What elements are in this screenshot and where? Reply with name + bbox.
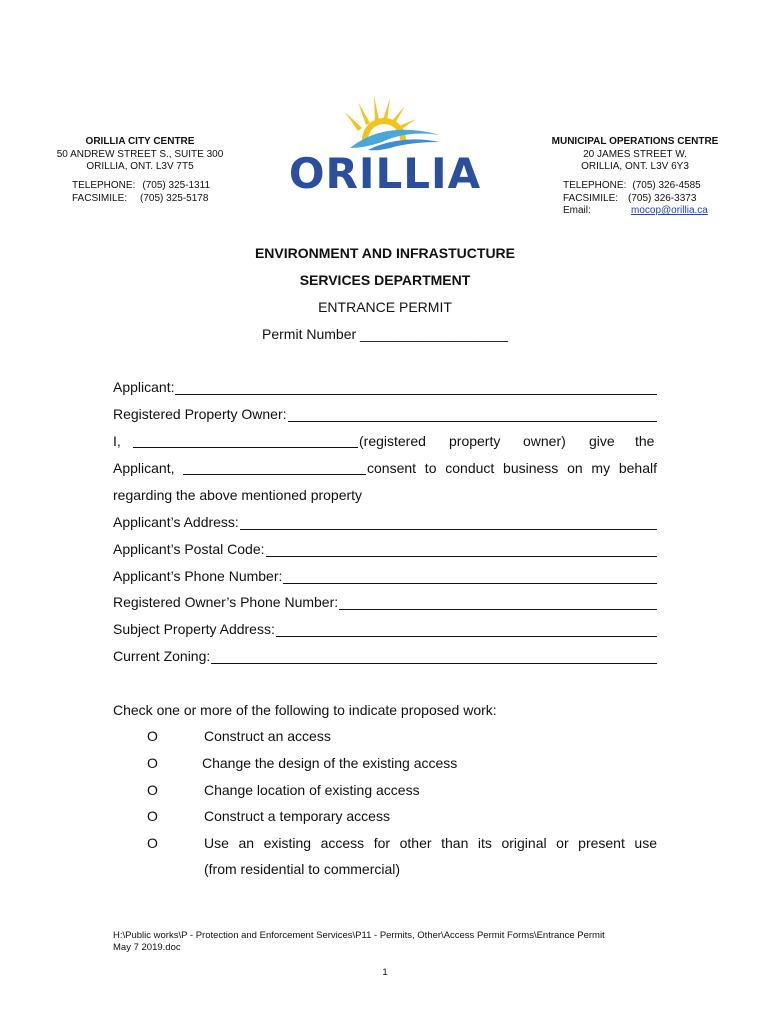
email-link[interactable]: mocop@orillia.ca — [631, 205, 708, 216]
right-office-address1: 20 JAMES STREET W. — [583, 148, 687, 160]
subject-address-label: Subject Property Address: — [113, 621, 275, 637]
consent-applicant-blank[interactable] — [183, 474, 366, 475]
option-marker[interactable]: O — [147, 728, 158, 744]
subject-address-blank[interactable] — [276, 622, 657, 637]
permit-number-field[interactable]: Permit Number ___________________ — [262, 326, 508, 342]
consent-word-property: property — [449, 433, 501, 449]
left-telephone-label: TELEPHONE: — [72, 180, 136, 191]
consent-word-registered: (registered — [359, 433, 426, 449]
consent-line1 — [113, 433, 657, 451]
consent-name-blank[interactable] — [133, 447, 358, 448]
file-path-footer — [113, 930, 673, 954]
registered-owner-field[interactable] — [113, 406, 657, 422]
consent-text: consent to conduct business on my behalf — [367, 460, 657, 476]
right-office-name: MUNICIPAL OPERATIONS CENTRE — [551, 136, 719, 147]
right-fax-label: FACSIMILE: — [563, 192, 619, 204]
applicant-address-field[interactable] — [113, 514, 657, 530]
left-office-block — [50, 136, 230, 174]
current-zoning-label: Current Zoning: — [113, 648, 211, 664]
option-marker[interactable]: O — [147, 835, 158, 851]
right-fax-value: (705) 326-3373 — [628, 192, 697, 204]
form-name: ENTRANCE PERMIT — [318, 299, 452, 315]
left-fax-value: (705) 325-5178 — [140, 192, 209, 204]
consent-line2 — [113, 460, 657, 478]
right-office-address2: ORILLIA, ONT. L3V 6Y3 — [581, 161, 689, 172]
right-office-contacts — [563, 180, 708, 218]
consent-word-the: the — [635, 433, 655, 449]
option-label: Construct an access — [204, 728, 331, 744]
option-label: Change the design of the existing access — [202, 755, 458, 771]
applicant-phone-label: Applicant’s Phone Number: — [113, 568, 283, 584]
applicant-address-label: Applicant’s Address: — [113, 514, 239, 530]
department-title-line2: SERVICES DEPARTMENT — [299, 272, 471, 288]
applicant-blank[interactable] — [175, 380, 657, 395]
right-email-label: Email: — [563, 205, 591, 216]
left-fax-label: FACSIMILE: — [72, 192, 128, 204]
consent-regarding: regarding the above mentioned property — [113, 487, 363, 503]
right-telephone-label: TELEPHONE: — [563, 180, 627, 191]
option-label: Construct a temporary access — [204, 808, 390, 824]
consent-i-label: I, — [113, 433, 121, 449]
left-office-name: ORILLIA CITY CENTRE — [85, 136, 195, 147]
current-zoning-blank[interactable] — [211, 649, 657, 664]
applicant-field[interactable] — [113, 379, 657, 395]
registered-owner-label: Registered Property Owner: — [113, 406, 287, 422]
option-label: Use an existing access for other than its original or present use — [204, 835, 657, 851]
option-marker[interactable]: O — [147, 782, 158, 798]
applicant-postal-field[interactable] — [113, 541, 657, 557]
option-existing-access-use[interactable] — [147, 835, 657, 880]
file-path-line2: May 7 2019.doc — [113, 942, 181, 953]
subject-address-field[interactable] — [113, 621, 657, 637]
current-zoning-field[interactable] — [113, 648, 657, 664]
option-marker[interactable]: O — [147, 755, 158, 771]
right-telephone-value: (705) 326-4585 — [632, 180, 701, 191]
check-instruction: Check one or more of the following to indicate proposed work: — [113, 702, 497, 718]
left-office-address1: 50 ANDREW STREET S., SUITE 300 — [56, 148, 224, 160]
applicant-phone-field[interactable] — [113, 568, 657, 584]
page-number: 1 — [382, 967, 388, 978]
option-label-continued: (from residential to commercial) — [204, 861, 401, 877]
department-title-line1: ENVIRONMENT AND INFRASTUCTURE — [254, 245, 516, 261]
consent-word-owner: owner) — [523, 433, 566, 449]
sun-logo-icon — [290, 90, 480, 195]
file-path-line1: H:\Public works\P - Protection and Enforcement Services\P11 - Permits, Other\Access Permit Forms\Entrance Permit — [113, 930, 605, 941]
applicant-postal-label: Applicant’s Postal Code: — [113, 541, 265, 557]
applicant-label: Applicant: — [113, 379, 175, 395]
logo-wordmark: ORILLIA — [290, 149, 480, 195]
left-office-address2: ORILLIA, ONT. L3V 7T5 — [86, 161, 194, 172]
owner-phone-blank[interactable] — [339, 595, 657, 610]
option-marker[interactable]: O — [147, 808, 158, 824]
applicant-address-blank[interactable] — [240, 515, 657, 530]
registered-owner-blank[interactable] — [288, 407, 657, 422]
owner-phone-label: Registered Owner’s Phone Number: — [113, 594, 339, 610]
left-office-contacts — [72, 180, 210, 205]
consent-word-give: give — [589, 433, 615, 449]
orillia-logo — [290, 90, 480, 195]
consent-applicant-label: Applicant, — [113, 460, 175, 476]
applicant-phone-blank[interactable] — [283, 569, 657, 584]
right-office-block — [530, 136, 740, 174]
left-telephone-value: (705) 325-1311 — [142, 180, 211, 191]
applicant-postal-blank[interactable] — [266, 542, 658, 557]
option-label: Change location of existing access — [204, 782, 420, 798]
owner-phone-field[interactable] — [113, 594, 657, 610]
